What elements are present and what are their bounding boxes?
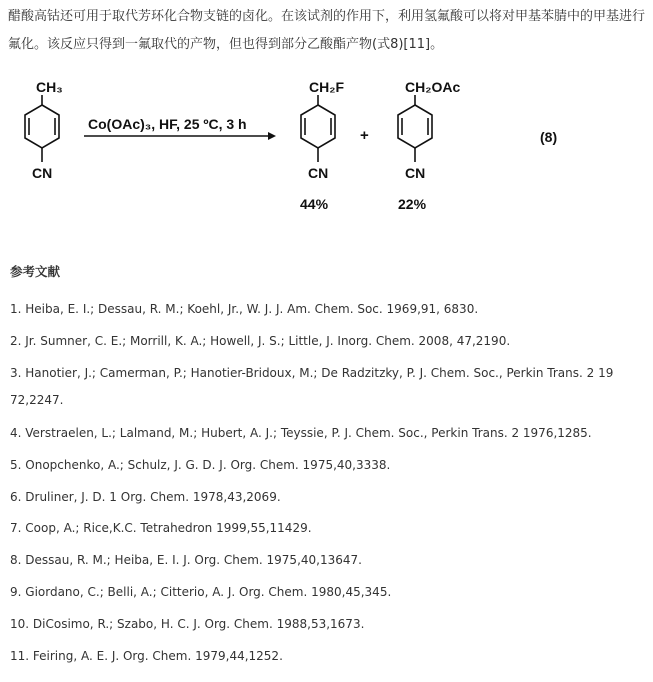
- reference-item-10: 10. DiCosimo, R.; Szabo, H. C. J. Org. Chem. 1988,53,1673.: [10, 617, 365, 631]
- product2-benzene-ring: [398, 95, 432, 162]
- reaction-scheme-8: [0, 70, 653, 230]
- product2-nitrile-label: CN: [405, 165, 426, 181]
- product1-yield: 44%: [300, 196, 329, 212]
- plus-sign: +: [360, 127, 369, 144]
- reference-item-1: 1. Heiba, E. I.; Dessau, R. M.; Koehl, Jr., W. J. J. Am. Chem. Soc. 1969,91, 6830.: [10, 302, 479, 316]
- reference-item-5: 5. Onopchenko, A.; Schulz, J. G. D. J. Org. Chem. 1975,40,3338.: [10, 458, 391, 472]
- reference-item-11: 11. Feiring, A. E. J. Org. Chem. 1979,44,1252.: [10, 649, 283, 663]
- arrow-head-icon: [268, 132, 276, 140]
- references-heading: 参考文献: [10, 264, 61, 279]
- reference-item-2: 2. Jr. Sumner, C. E.; Morrill, K. A.; Howell, J. S.; Little, J. Inorg. Chem. 2008, 47,2190.: [10, 334, 511, 348]
- reference-item-3: 3. Hanotier, J.; Camerman, P.; Hanotier-Bridoux, M.; De Radzitzky, P. J. Chem. Soc., Perkin Trans. 2 19: [10, 366, 614, 380]
- product1-nitrile-label: CN: [308, 165, 329, 181]
- reactant-benzene-ring: [25, 95, 59, 162]
- reference-item-6: 6. Druliner, J. D. 1 Org. Chem. 1978,43,2069.: [10, 490, 281, 504]
- product1-substituent-label: CH₂F: [309, 79, 344, 95]
- reference-item-8: 8. Dessau, R. M.; Heiba, E. I. J. Org. Chem. 1975,40,13647.: [10, 553, 362, 567]
- reference-item-3-continuation: 72,2247.: [10, 393, 64, 407]
- reference-item-7: 7. Coop, A.; Rice,K.C. Tetrahedron 1999,55,11429.: [10, 521, 312, 535]
- reactant-nitrile-label: CN: [32, 165, 53, 181]
- reference-item-4: 4. Verstraelen, L.; Lalmand, M.; Hubert, A. J.; Teyssie, P. J. Chem. Soc., Perkin Trans. 2 1976,1285.: [10, 426, 592, 440]
- reactant-methyl-label: CH₃: [36, 79, 63, 95]
- intro-paragraph: 醋酸高钴还可用于取代芳环化合物支链的卤化。在该试剂的作用下，利用氢氟酸可以将对甲基苯腈中的甲基进行氟化。该反应只得到一氟取代的产物，但也得到部分乙酸酯产物(式8)[11]。: [8, 9, 646, 52]
- product2-substituent-label: CH₂OAc: [405, 79, 461, 95]
- equation-number: (8): [540, 129, 558, 145]
- reference-item-9: 9. Giordano, C.; Belli, A.; Citterio, A. J. Org. Chem. 1980,45,345.: [10, 585, 392, 599]
- reaction-conditions: Co(OAc)₃, HF, 25 ºC, 3 h: [88, 116, 247, 132]
- product1-benzene-ring: [301, 95, 335, 162]
- product2-yield: 22%: [398, 196, 427, 212]
